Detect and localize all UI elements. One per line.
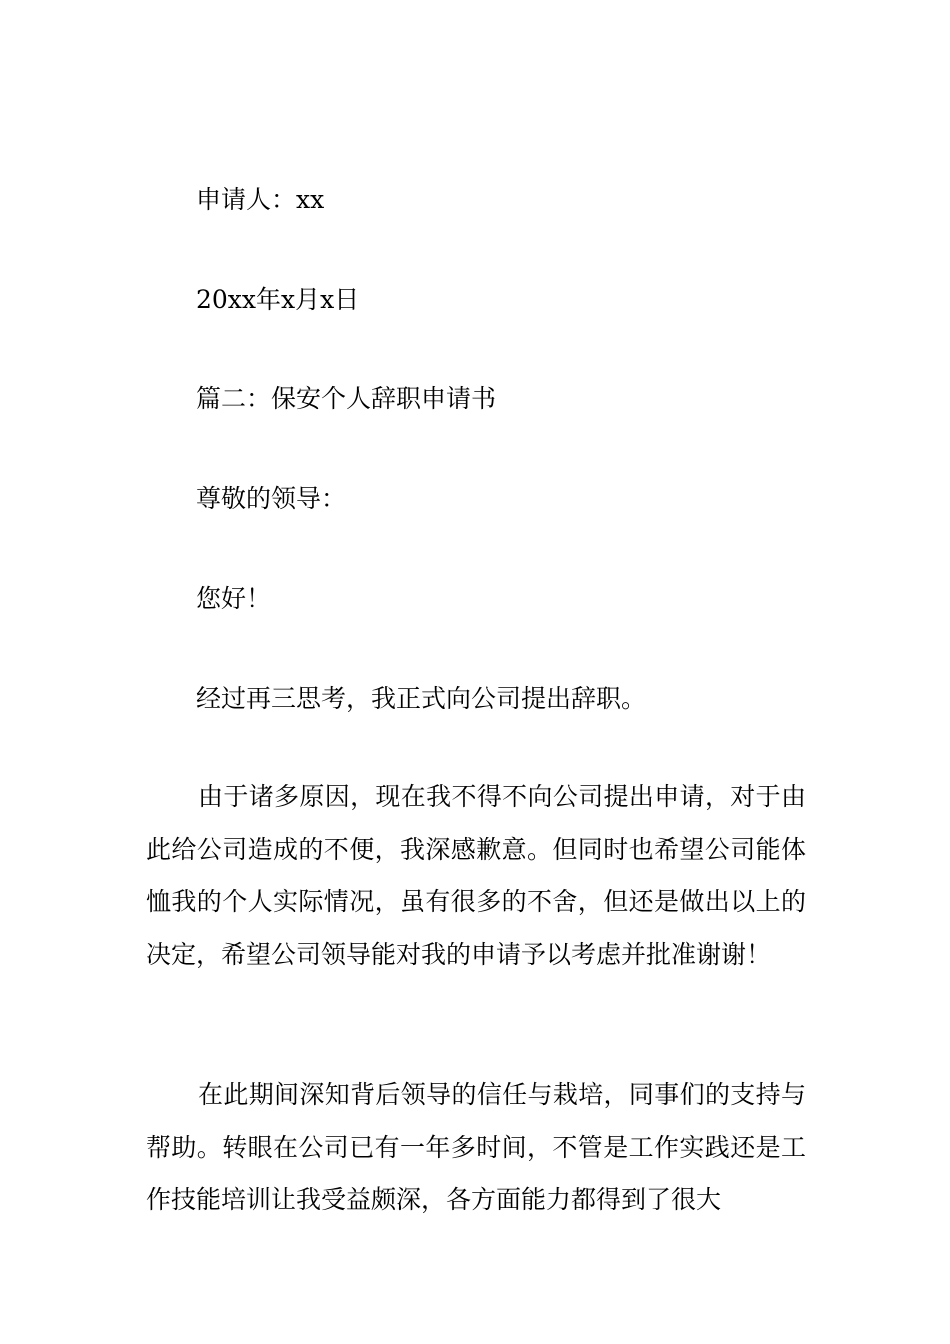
applicant-line: 申请人：xx xyxy=(196,185,325,214)
opening-sentence: 经过再三思考，我正式向公司提出辞职。 xyxy=(196,684,647,713)
section-title: 篇二：保安个人辞职申请书 xyxy=(196,384,497,413)
date-line: 20xx年x月x日 xyxy=(196,285,360,314)
salutation: 尊敬的领导： xyxy=(196,484,347,513)
body-paragraph-2: 在此期间深知背后领导的信任与栽培，同事们的支持与帮助。转眼在公司已有一年多时间，不管是工作实践还是工作技能培训让我受益颇深，各方面能力都得到了很大 xyxy=(146,1080,806,1214)
greeting: 您好！ xyxy=(196,584,272,613)
body-paragraph-1: 由于诸多原因，现在我不得不向公司提出申请，对于由此给公司造成的不便，我深感歉意。但同时也希望公司能体恤我的个人实际情况，虽有很多的不舍，但还是做出以上的决定，希望公司领导能对我的申请予以考虑并批准谢谢！ xyxy=(146,782,806,969)
